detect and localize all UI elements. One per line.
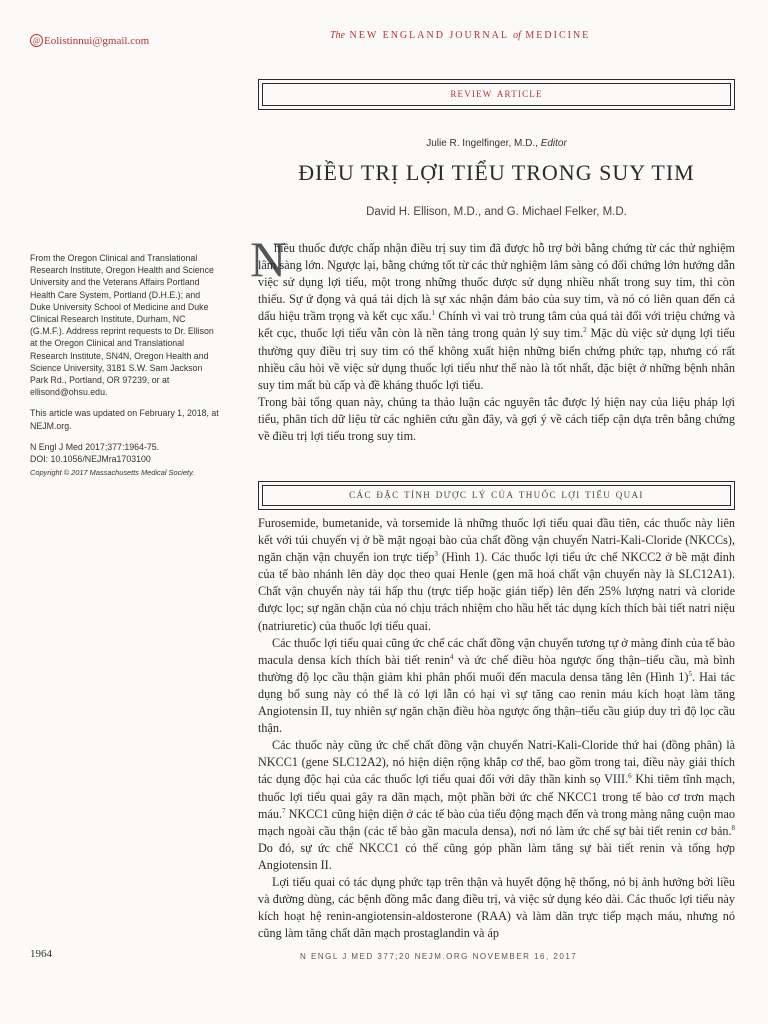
copyright: Copyright © 2017 Massachusetts Medical Society.	[30, 468, 195, 478]
section-p3-c: NKCC1 cũng hiện diện ở các tế bào của tiểu động mạch đến và trong màng nâng cuộn mao mạch ngoài cầu thận (các tế bào gần macula densa), nơi nó làm ức chế sự bài tiết renin cơ bản.	[258, 806, 735, 838]
editor-role: Editor	[540, 138, 567, 149]
intro-p1-a: hiều thuốc được chấp nhận điều trị suy tim đã được hỗ trợ bởi bằng chứng từ các thử nghiệm lâm sàng lớn. Ngược lại, bằng chứng tốt từ các thử nghiệm lâm sàng có đối chứng lớn hướng dẫn việc sử dụng lợi tiểu, một trong những thuốc được sử dụng nhiều nhất trong suy tim, thì còn thiếu. Sự ứ đọng và quá tải dịch là sự xác nhận đảm bảo của suy tim, và nó có liên quan đến cả dấu hiệu trầm trọng và kết cục xấu.	[258, 241, 735, 324]
ref-3: 3	[434, 550, 438, 559]
intro-text	[258, 240, 735, 445]
ref-4: 4	[449, 652, 454, 661]
ref-5: 5	[688, 669, 692, 678]
drop-cap: N	[250, 231, 287, 287]
ref-8: 8	[731, 823, 735, 832]
article-type-label: review article	[450, 86, 543, 100]
page-number: 1964	[30, 948, 52, 960]
section-p1-b: (Hình 1). Các thuốc lợi tiểu ức chế NKCC2 ở bề mặt đỉnh của tế bào nhánh lên dày dọc theo quai Henle (gen mã hoá chất vận chuyển này là SLC12A1). Chất vận chuyển này tái hấp thu (trực tiếp hoặc gián tiếp) lên đến 25% lượng natri và cloride được lọc; sự ngăn chặn của nó chịu trách nhiệm cho hầu hết tác dụng kích thích bài tiết natri niệu (natriuretic) của thuốc lợi tiểu quai.	[258, 550, 735, 633]
section-p2-b: và ức chế điều hòa ngược ống thận–tiểu cầu, mà bình thường độ lọc cầu thận giảm khi phân phối muối đến macula densa tăng lên (Hình 1)	[258, 652, 735, 684]
article-title: ĐIỀU TRỊ LỢI TIỂU TRONG SUY TIM	[298, 160, 695, 185]
intro-paragraph-1	[258, 240, 735, 394]
ref-7: 7	[282, 806, 286, 815]
section-p2-a: Các thuốc lợi tiểu quai cũng ức chế các chất đồng vận chuyển tương tự ở màng đỉnh của tế bào macula densa kích thích bài tiết renin	[258, 635, 735, 667]
section-paragraph-1	[258, 515, 735, 635]
at-icon: @	[30, 34, 43, 47]
intro-p1-b: Chính vì vai trò trung tâm của quá tải đối với triệu chứng và kết cục, thuốc lợi tiểu vẫn còn là nền tảng trong quản lý suy tim.	[258, 309, 735, 341]
article-authors: David H. Ellison, M.D., and G. Michael Felker, M.D.	[366, 206, 627, 218]
ref-6: 6	[628, 772, 632, 781]
editor-line	[258, 138, 735, 149]
email-watermark	[30, 34, 149, 47]
journal-of: of	[513, 30, 521, 41]
citation: N Engl J Med 2017;377:1964-75.	[30, 441, 160, 452]
sidebar	[30, 252, 220, 479]
section-paragraph-3	[258, 737, 735, 874]
section-paragraph-4: Lợi tiểu quai có tác dụng phức tạp trên thận và huyết động hệ thống, nó bị ảnh hưởng bởi liều và đường dùng, các bệnh đồng mắc đang điều trị, và việc sử dụng kéo dài. Các thuốc lợi tiểu này kích hoạt hệ renin-angiotensin-aldosterone (RAA) và làm dãn trực tiếp mạch máu, nhưng nó cũng làm tăng chất dãn mạch prostaglandin và áp	[258, 874, 735, 941]
update-note: This article was updated on February 1, 2018, at NEJM.org.	[30, 408, 219, 431]
intro-p1-c: Mặc dù việc sử dụng lợi tiểu thường quy điều trị suy tim có thể không xuất hiện những biến chứng phức tạp, nhưng có rất nhiều câu hỏi về việc sử dụng thuốc lợi tiểu như thế nào là tốt nhất, đặc biệt ở những bệnh nhân suy tim mất bù cấp và đề kháng thuốc lợi tiểu.	[258, 326, 735, 392]
email-text: Eolistinnui@gmail.com	[44, 35, 150, 47]
journal-name-end: MEDICINE	[525, 30, 591, 41]
section-heading: các đặc tính dược lý của thuốc lợi tiểu quai	[349, 487, 644, 501]
editor-name: Julie R. Ingelfinger, M.D.,	[426, 138, 541, 149]
journal-name: NEW ENGLAND JOURNAL	[349, 30, 509, 41]
section-p2-c: . Hai tác dụng bổ sung này có thể là có lợi lẫn có hại vì sự tăng cao renin máu kích hoạt làm tăng Angiotensin II, tuy nhiên sự ngăn chặn điều hòa ngược ống thận–tiểu cầu giúp duy trì độ lọc cầu thận.	[258, 669, 735, 736]
doi: DOI: 10.1056/NEJMra1703100	[30, 454, 151, 465]
intro-paragraph-2: Trong bài tổng quan này, chúng ta thảo luận các nguyên tắc được lý hiện nay của liệu pháp lợi tiểu, phân tích dữ liệu từ các nghiên cứu gần đây, và gợi ý về cách tiếp cận dựa trên bằng chứng về điều trị lợi tiểu trong suy tim.	[258, 394, 735, 444]
section-p1-a: Furosemide, bumetanide, và torsemide là những thuốc lợi tiểu quai đầu tiên, các thuốc này liên kết với túi chuyển vị ở bề mặt ngoại bào của chất đồng vận chuyển Natri-Kali-Cloride (NKCCs), ngăn chặn vận chuyển ion trực tiếp	[258, 516, 735, 565]
section-p3-b: Khi tiêm tĩnh mạch, thuốc lợi tiểu quai gây ra dãn mạch, một phần bởi ức chế NKCC1 trong tế bào cơ trơn mạch máu.	[258, 772, 735, 821]
ref-1: 1	[431, 309, 436, 318]
section-p3-a: Các thuốc này cũng ức chế chất đồng vận chuyển Natri-Kali-Cloride thứ hai (đồng phân) là NKCC1 (gene SLC12A2), nó hiện diện rộng khắp cơ thể, bao gồm trong tai, điều này giải thích tác dụng độc hại của các thuốc lợi tiểu quai đối với dây thần kinh sọ VIII.	[258, 738, 735, 787]
footer-info: N ENGL J MED 377;20 NEJM.ORG NOVEMBER 16, 2017	[300, 952, 578, 961]
section-text	[258, 515, 735, 942]
section-paragraph-2	[258, 635, 735, 738]
journal-masthead	[330, 30, 590, 41]
affiliation-note: From the Oregon Clinical and Translational Research Institute, Oregon Health and Science University and the Veterans Affairs Portland Health Care System, Portland (D.H.E.); and Duke University School of Medicine and Duke Clinical Research Institute, Durham, NC (G.M.F.). Address reprint requests to Dr. Ellison at the Oregon Clinical and Translational Research Institute, SN4N, Oregon Health and Science University, 3181 S.W. Sam Jackson Park Rd., Portland, OR 97239, or at ellisond@ohsu.edu.	[30, 253, 214, 398]
section-p3-d: Do đó, sự ức chế NKCC1 có thể cũng góp phần làm tăng sự bài tiết renin và tổng hợp Angiotensin II.	[258, 840, 735, 872]
journal-prefix: The	[330, 30, 345, 41]
ref-2: 2	[583, 326, 587, 335]
